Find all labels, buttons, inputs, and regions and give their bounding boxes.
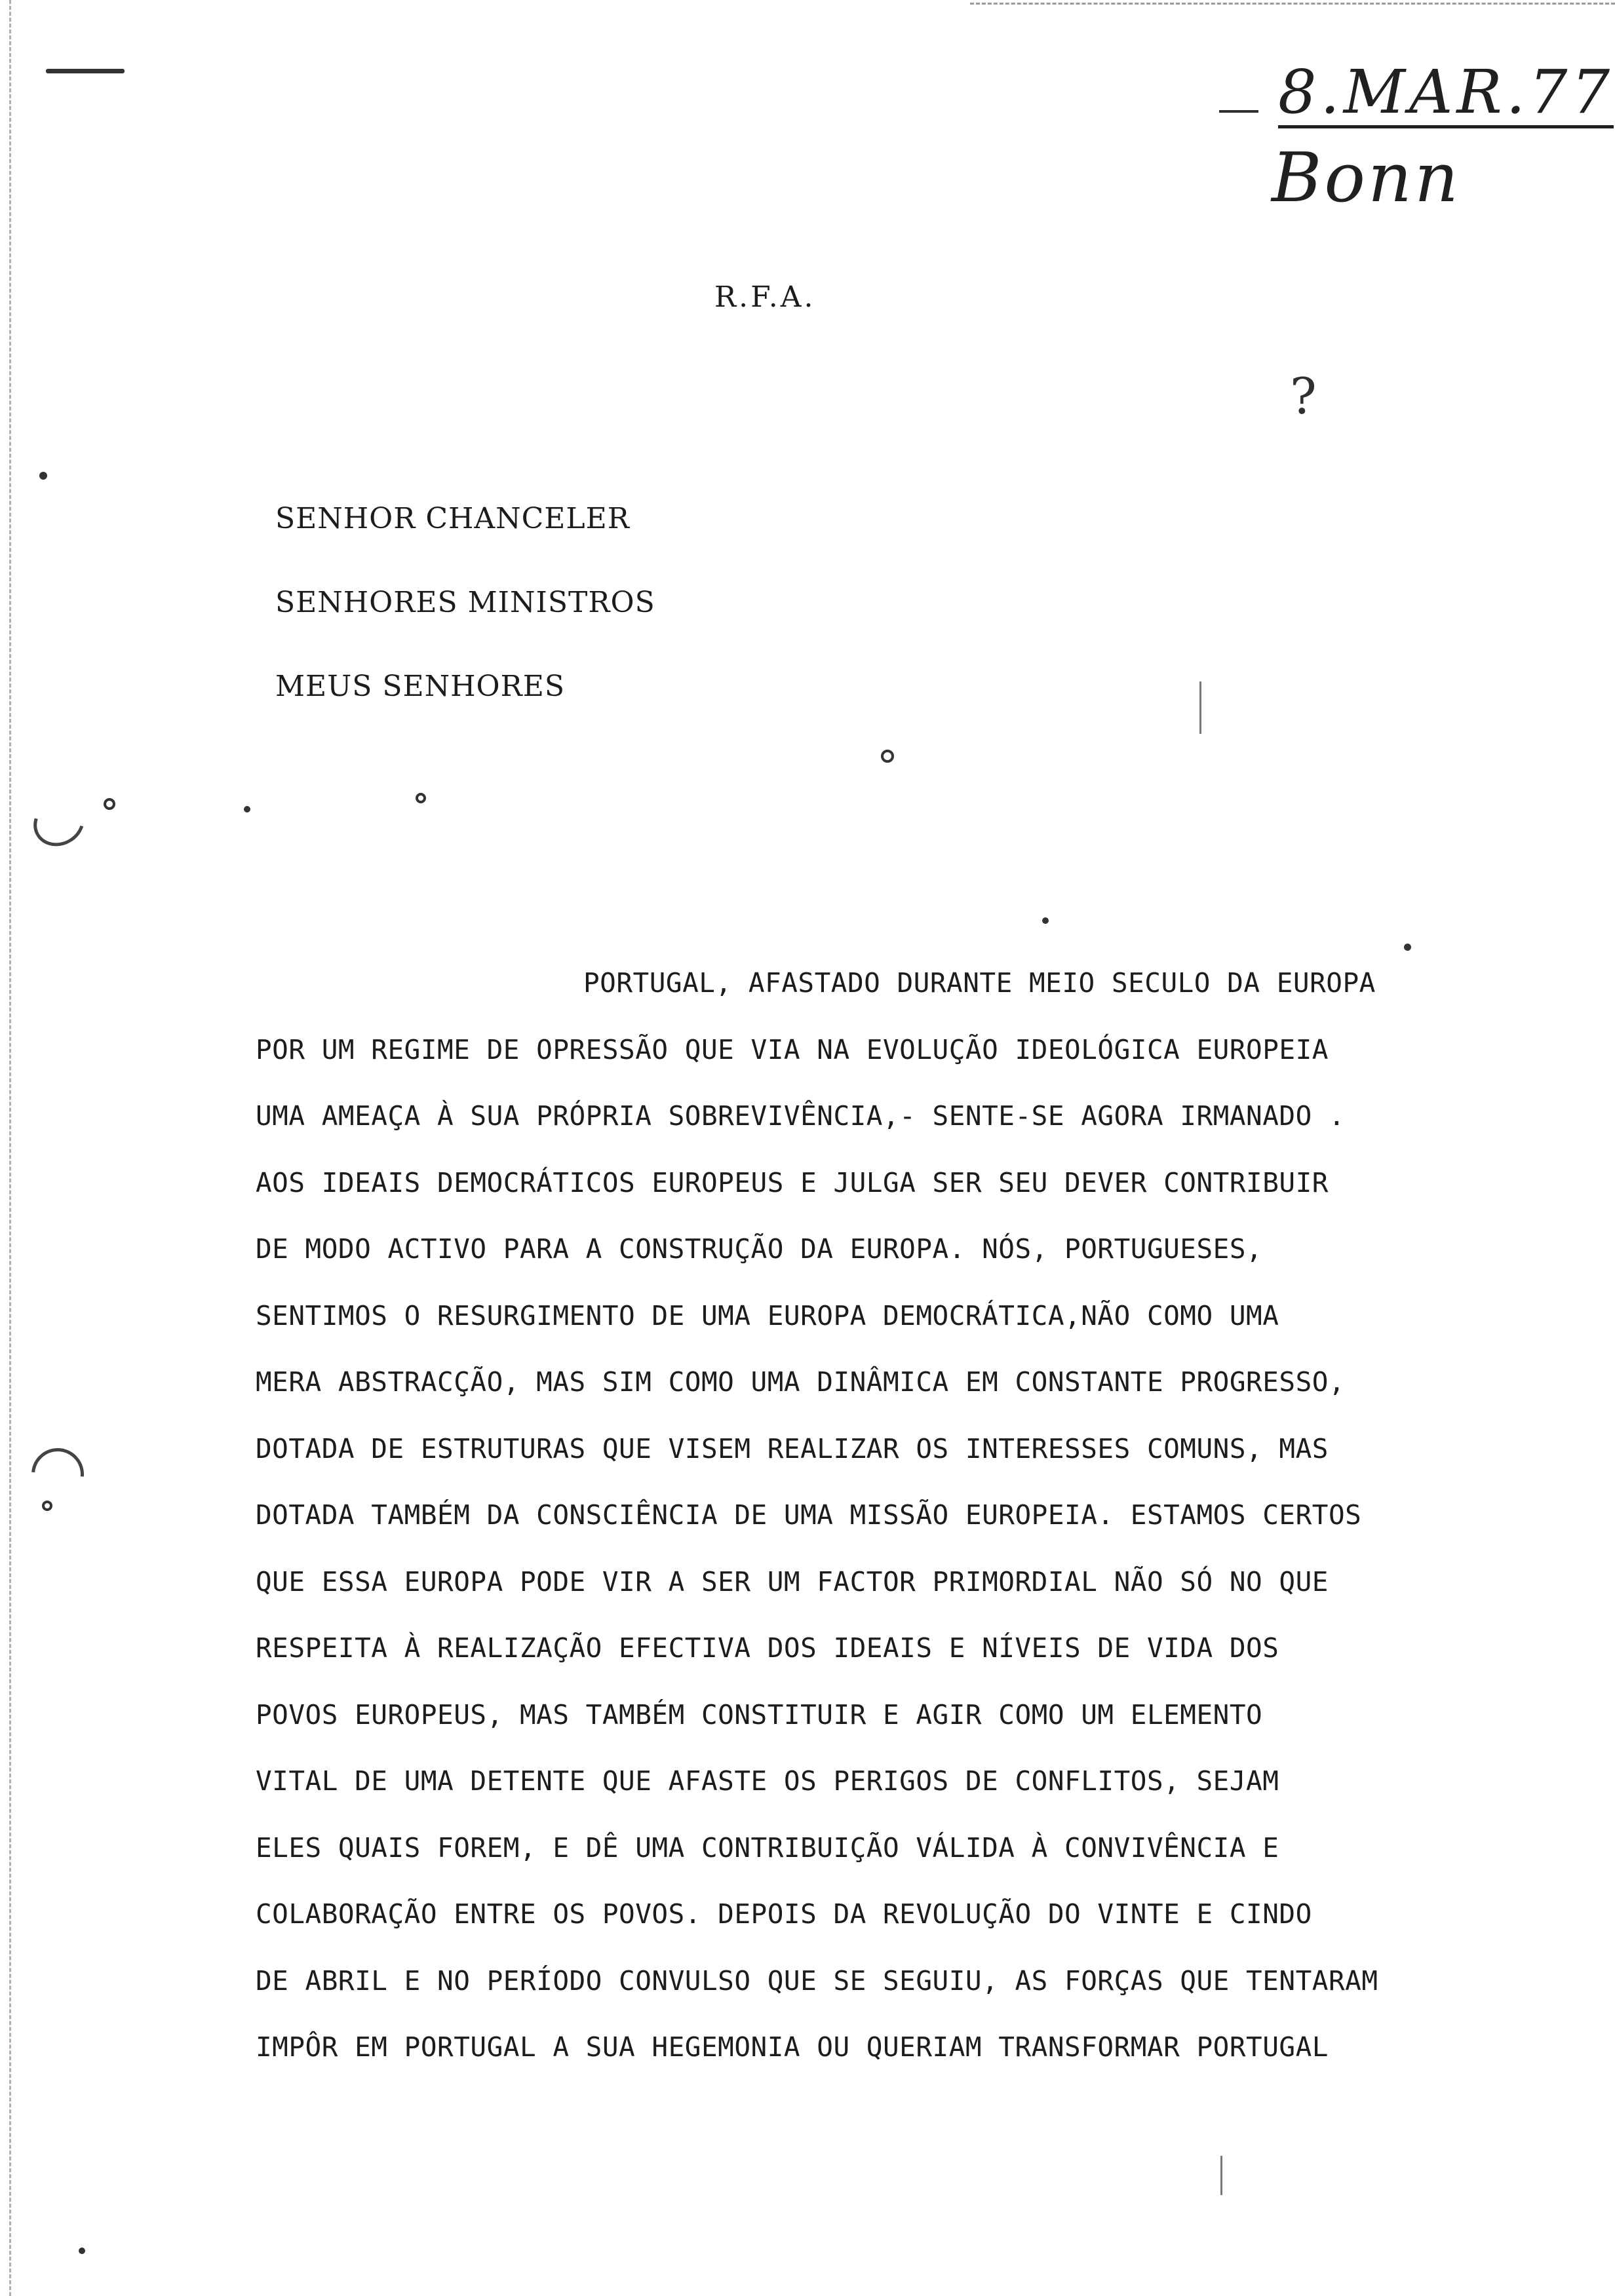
body-line: DOTADA TAMBÉM DA CONSCIÊNCIA DE UMA MISSÃO EUROPEIA. ESTAMOS CERTOS xyxy=(256,1499,1362,1531)
salutation-block xyxy=(275,502,655,756)
scan-speck xyxy=(39,472,47,480)
body-line: COLABORAÇÃO ENTRE OS POVOS. DEPOIS DA REVOLUÇÃO DO VINTE E CINDO xyxy=(256,1898,1312,1930)
scan-edge-left xyxy=(9,0,11,2296)
handwritten-question-mark: ? xyxy=(1290,367,1317,425)
scan-speck xyxy=(244,806,250,813)
scan-speck xyxy=(1404,944,1411,951)
scan-edge-top xyxy=(970,3,1615,5)
body-line: MERA ABSTRACÇÃO, MAS SIM COMO UMA DINÂMICA EM CONSTANTE PROGRESSO, xyxy=(256,1366,1346,1398)
body-line: QUE ESSA EUROPA PODE VIR A SER UM FACTOR PRIMORDIAL NÃO SÓ NO QUE xyxy=(256,1565,1329,1598)
handwritten-date: 8.MAR.77 xyxy=(1278,59,1614,128)
body-line: SENTIMOS O RESURGIMENTO DE UMA EUROPA DEMOCRÁTICA,NÃO COMO UMA xyxy=(256,1299,1279,1331)
scan-line xyxy=(1220,2156,1222,2195)
salutation-line: SENHORES MINISTROS xyxy=(275,586,655,619)
scan-speck xyxy=(79,2248,85,2254)
document-title: R.F.A. xyxy=(714,280,816,314)
body-line: DE ABRIL E NO PERÍODO CONVULSO QUE SE SEGUIU, AS FORÇAS QUE TENTARAM xyxy=(256,1964,1378,1997)
scan-smudge xyxy=(46,69,125,73)
punch-hole-mark xyxy=(21,1438,95,1512)
body-line: RESPEITA À REALIZAÇÃO EFECTIVA DOS IDEAIS E NÍVEIS DE VIDA DOS xyxy=(256,1632,1279,1664)
body-line: ELES QUAIS FOREM, E DÊ UMA CONTRIBUIÇÃO VÁLIDA À CONVIVÊNCIA E xyxy=(256,1831,1279,1864)
scan-ring xyxy=(42,1501,52,1511)
body-line: PORTUGAL, AFASTADO DURANTE MEIO SECULO DA EUROPA xyxy=(583,967,1376,999)
body-paragraph xyxy=(256,967,1573,2101)
body-line: VITAL DE UMA DETENTE QUE AFASTE OS PERIGOS DE CONFLITOS, SEJAM xyxy=(256,1765,1279,1797)
salutation-line: SENHOR CHANCELER xyxy=(275,502,630,535)
body-line: POVOS EUROPEUS, MAS TAMBÉM CONSTITUIR E AGIR COMO UM ELEMENTO xyxy=(256,1698,1263,1731)
body-line: IMPÔR EM PORTUGAL A SUA HEGEMONIA OU QUERIAM TRANSFORMAR PORTUGAL xyxy=(256,2031,1329,2063)
scan-speck xyxy=(1042,917,1049,924)
salutation-line: MEUS SENHORES xyxy=(275,670,565,703)
body-line: AOS IDEAIS DEMOCRÁTICOS EUROPEUS E JULGA SER SEU DEVER CONTRIBUIR xyxy=(256,1166,1329,1198)
handwritten-city: Bonn xyxy=(1272,138,1461,218)
scan-line xyxy=(1199,681,1201,734)
scan-ring xyxy=(104,798,115,810)
handwritten-dash xyxy=(1219,110,1258,113)
punch-hole-mark xyxy=(25,790,93,856)
body-line: DE MODO ACTIVO PARA A CONSTRUÇÃO DA EUROPA. NÓS, PORTUGUESES, xyxy=(256,1233,1263,1265)
scan-ring xyxy=(416,793,426,803)
body-line: POR UM REGIME DE OPRESSÃO QUE VIA NA EVOLUÇÃO IDEOLÓGICA EUROPEIA xyxy=(256,1033,1329,1065)
body-line: DOTADA DE ESTRUTURAS QUE VISEM REALIZAR OS INTERESSES COMUNS, MAS xyxy=(256,1432,1329,1464)
scan-ring xyxy=(881,750,894,763)
body-line: UMA AMEAÇA À SUA PRÓPRIA SOBREVIVÊNCIA,- SENTE-SE AGORA IRMANADO . xyxy=(256,1100,1346,1132)
